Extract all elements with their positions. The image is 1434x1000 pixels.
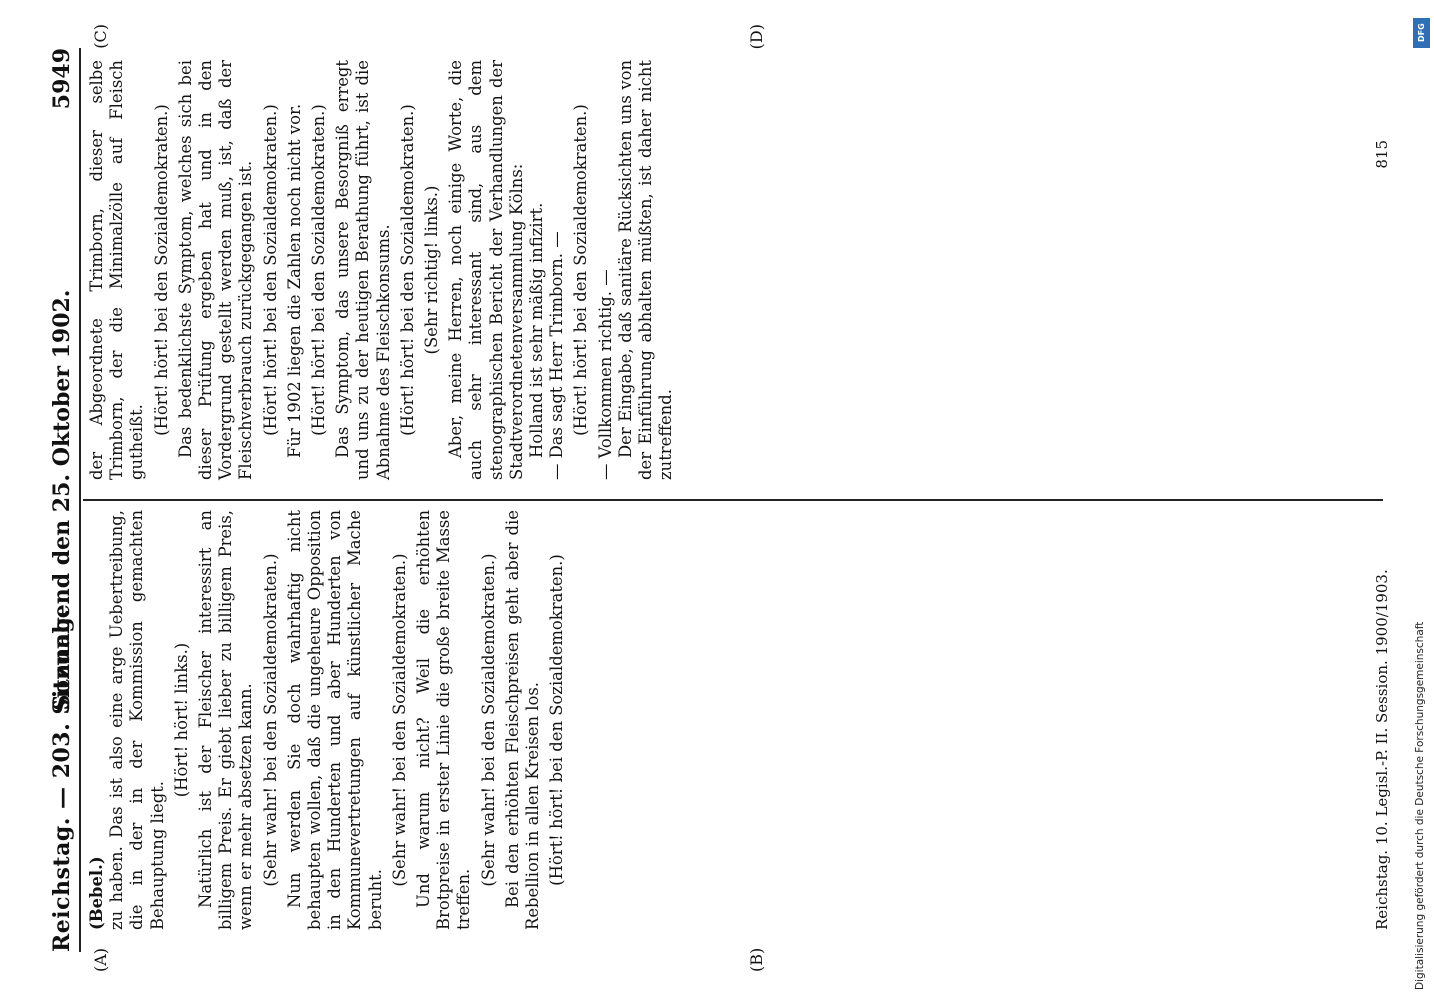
- quote: — Das sagt Herr Trimborn. —: [547, 231, 567, 480]
- margin-letter-d: (D): [747, 24, 766, 50]
- interjection: (Hört! hört! bei den Sozialdemokraten.): [151, 104, 171, 436]
- footer-session: Reichstag. 10. Legisl.-P. II. Session. 1900/1903.: [1373, 569, 1391, 930]
- paragraph: Aber, meine Herren, noch einige Worte, die auch sehr interessant sind, aus dem stenographischen Bericht der Verhandlungen der Stadtverordnetenversammlung Kölns:: [446, 60, 526, 480]
- interjection: (Hört! hört! bei den Sozialdemokraten.): [571, 104, 591, 436]
- interjection: (Sehr wahr! bei den Sozialdemokraten.): [260, 553, 280, 887]
- digitization-strip: [1411, 10, 1433, 990]
- paragraph: Natürlich ist der Fleischer interessirt an billigem Preis. Er giebt lieber zu billigem Preis, wenn er mehr absetzen kann.: [196, 510, 256, 930]
- paragraph: Und warum nicht? Weil die erhöhten Brotpreise in erster Linie die große breite Masse treffen.: [414, 510, 474, 930]
- running-header: [41, 48, 81, 952]
- paragraph: Der Eingabe, daß sanitäre Rücksichten uns von der Einführung abhalten müßten, ist daher nicht zutreffend.: [615, 60, 676, 480]
- interjection: (Hört! hört! bei den Sozialdemokraten.): [397, 104, 417, 436]
- dfg-logo-icon: DFG: [1413, 18, 1430, 48]
- paragraph: Nun werden Sie doch wahrhaftig nicht behaupten wollen, daß die ungeheure Opposition in den Hunderten und aber Hunderten von Kommunevertretungen auf künstlicher Mache beruht.: [284, 510, 385, 930]
- sheet-number: 815: [1373, 140, 1391, 169]
- paragraph: Holland ist sehr mäßig infizirt.: [527, 202, 547, 458]
- paragraph: Das Symptom, das unsere Besorgniß erregt und uns zu der heutigen Berathung führt, ist die Abnahme des Fleischkonsums.: [333, 60, 393, 480]
- page-number: 5949: [49, 48, 75, 110]
- paragraph: Das bedenklichste Symptom, welches sich bei dieser Prüfung ergeben hat und in den Vordergrund gestellt werden muß, ist, daß der Fleischverbrauch zurückgegangen ist.: [175, 60, 256, 480]
- interjection: (Hört! hört! bei den Sozialdemokraten.): [309, 104, 329, 436]
- speaker-label: (Bebel.): [87, 856, 106, 930]
- paragraph: Für 1902 liegen die Zahlen noch nicht vor.: [284, 103, 304, 458]
- interjection: (Sehr richtig! links.): [422, 185, 442, 355]
- margin-letter-a: (A): [91, 947, 110, 972]
- interjection: (Hört! hört! links.): [171, 642, 191, 798]
- header-rule: [79, 48, 81, 952]
- left-column: [87, 510, 571, 930]
- margin-letter-c: (C): [91, 24, 110, 49]
- quote: — Vollkommen richtig. —: [595, 269, 615, 480]
- paragraph: der Abgeordnete Trimborn, dieser selbe Trimborn, der die Minimalzölle auf Fleisch gutheißt.: [87, 60, 147, 480]
- column-divider: [83, 499, 1383, 501]
- paragraph: Bei den erhöhten Fleischpreisen geht aber die Rebellion in allen Kreisen los.: [502, 510, 543, 930]
- interjection: (Sehr wahr! bei den Sozialdemokraten.): [389, 553, 409, 887]
- interjection: (Hört! hört! bei den Sozialdemokraten.): [260, 104, 280, 436]
- interjection: (Hört! hört! bei den Sozialdemokraten.): [547, 554, 567, 886]
- header-title: Reichstag. — 203. Sitzung.: [49, 608, 75, 952]
- scanned-page: [27, 20, 1407, 980]
- interjection: (Sehr wahr! bei den Sozialdemokraten.): [478, 553, 498, 887]
- paragraph: zu haben. Das ist also eine arge Uebertreibung, die in der in der Kommission gemachten Behauptung liegt.: [107, 510, 167, 930]
- right-column: [87, 60, 676, 480]
- digitization-credit: Digitalisierung gefördert durch die Deutsche Forschungsgemeinschaft: [1414, 621, 1426, 990]
- header-date: Sonnabend den 25. Oktober 1902.: [49, 289, 75, 711]
- margin-letter-b: (B): [747, 947, 766, 972]
